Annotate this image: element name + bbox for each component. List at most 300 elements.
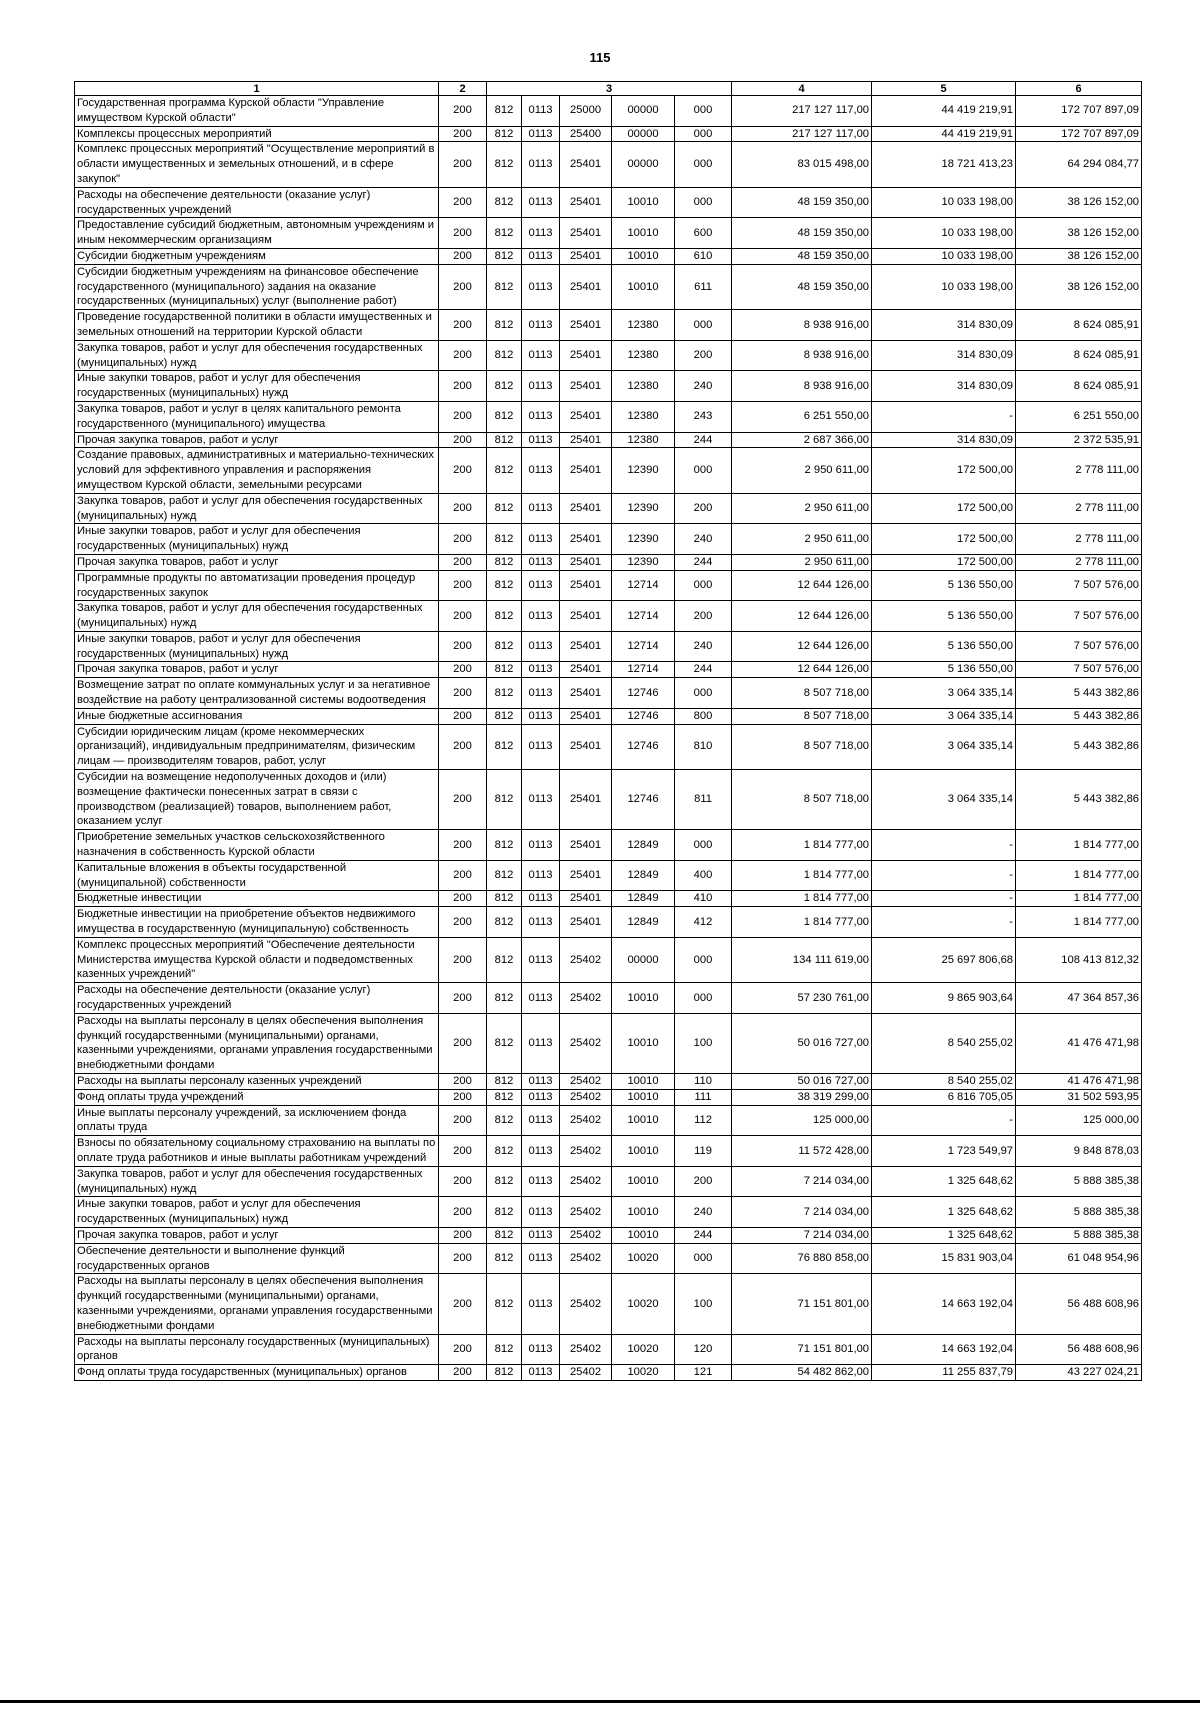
expense-type-cell: 244 [675,1227,732,1243]
row-name-cell: Иные закупки товаров, работ и услуг для обеспечения государственных (муниципальных) нужд [75,631,439,662]
glava-code-cell: 200 [439,891,487,907]
approved-amount-cell: 2 950 611,00 [732,493,872,524]
program-code-cell: 25402 [560,1136,612,1167]
table-row [75,570,1142,601]
glava-code-cell: 200 [439,570,487,601]
remaining-amount-cell: 7 507 576,00 [1016,662,1142,678]
approved-amount-cell: 1 814 777,00 [732,860,872,891]
expense-type-cell: 119 [675,1136,732,1167]
approved-amount-cell: 2 687 366,00 [732,432,872,448]
direction-code-cell: 10010 [612,218,675,249]
direction-code-cell: 12714 [612,662,675,678]
direction-code-cell: 12849 [612,830,675,861]
ministry-code-cell: 812 [487,907,522,938]
row-name-cell: Субсидии бюджетным учреждениям на финансовое обеспечение государственного (муниципального) задания на оказание государственных (муниципальных) услуг (выполнение работ) [75,264,439,309]
approved-amount-cell: 7 214 034,00 [732,1197,872,1228]
approved-amount-cell: 48 159 350,00 [732,264,872,309]
scan-bottom-edge [0,1700,1200,1703]
row-name-cell: Закупка товаров, работ и услуг для обеспечения государственных (муниципальных) нужд [75,340,439,371]
executed-amount-cell: 314 830,09 [872,432,1016,448]
remaining-amount-cell: 38 126 152,00 [1016,264,1142,309]
expense-type-cell: 244 [675,432,732,448]
ministry-code-cell: 812 [487,983,522,1014]
table-row [75,1089,1142,1105]
section-code-cell: 0113 [522,830,560,861]
ministry-code-cell: 812 [487,310,522,341]
direction-code-cell: 10020 [612,1274,675,1334]
direction-code-cell: 12380 [612,340,675,371]
section-code-cell: 0113 [522,1365,560,1381]
remaining-amount-cell: 2 778 111,00 [1016,448,1142,493]
row-name-cell: Прочая закупка товаров, работ и услуг [75,554,439,570]
row-name-cell: Субсидии бюджетным учреждениям [75,248,439,264]
expense-type-cell: 000 [675,187,732,218]
executed-amount-cell: 10 033 198,00 [872,248,1016,264]
glava-code-cell: 200 [439,493,487,524]
section-code-cell: 0113 [522,662,560,678]
column-header-1: 1 [75,82,439,96]
table-row [75,891,1142,907]
direction-code-cell: 12849 [612,860,675,891]
remaining-amount-cell: 8 624 085,91 [1016,340,1142,371]
glava-code-cell: 200 [439,724,487,769]
program-code-cell: 25401 [560,554,612,570]
table-row [75,187,1142,218]
approved-amount-cell: 48 159 350,00 [732,218,872,249]
program-code-cell: 25402 [560,937,612,982]
ministry-code-cell: 812 [487,1074,522,1090]
direction-code-cell: 12746 [612,770,675,830]
remaining-amount-cell: 1 814 777,00 [1016,907,1142,938]
approved-amount-cell: 38 319 299,00 [732,1089,872,1105]
program-code-cell: 25401 [560,770,612,830]
expense-type-cell: 243 [675,401,732,432]
table-row [75,248,1142,264]
remaining-amount-cell: 64 294 084,77 [1016,142,1142,187]
ministry-code-cell: 812 [487,830,522,861]
row-name-cell: Комплекс процессных мероприятий "Осуществление мероприятий в области имущественных и земельных отношений, и в сфере закупок" [75,142,439,187]
remaining-amount-cell: 172 707 897,09 [1016,126,1142,142]
approved-amount-cell: 8 938 916,00 [732,340,872,371]
expense-type-cell: 800 [675,708,732,724]
row-name-cell: Предоставление субсидий бюджетным, автономным учреждениям и иным некоммерческим организациям [75,218,439,249]
direction-code-cell: 10010 [612,187,675,218]
ministry-code-cell: 812 [487,401,522,432]
direction-code-cell: 10020 [612,1243,675,1274]
section-code-cell: 0113 [522,860,560,891]
expense-type-cell: 110 [675,1074,732,1090]
ministry-code-cell: 812 [487,371,522,402]
program-code-cell: 25402 [560,1074,612,1090]
row-name-cell: Капитальные вложения в объекты государственной (муниципальной) собственности [75,860,439,891]
row-name-cell: Расходы на выплаты персоналу в целях обеспечения выполнения функций государственными (муниципальными) органами, казенными учреждениями, органами управления государственными внебюджетными фондами [75,1274,439,1334]
glava-code-cell: 200 [439,830,487,861]
executed-amount-cell: 8 540 255,02 [872,1074,1016,1090]
section-code-cell: 0113 [522,1136,560,1167]
ministry-code-cell: 812 [487,937,522,982]
program-code-cell: 25401 [560,340,612,371]
executed-amount-cell: 14 663 192,04 [872,1274,1016,1334]
approved-amount-cell: 71 151 801,00 [732,1334,872,1365]
row-name-cell: Субсидии на возмещение недополученных доходов и (или) возмещение фактически понесенных затрат в связи с производством (реализацией) товаров, выполнением работ, оказанием услуг [75,770,439,830]
row-name-cell: Закупка товаров, работ и услуг для обеспечения государственных (муниципальных) нужд [75,493,439,524]
program-code-cell: 25401 [560,264,612,309]
program-code-cell: 25401 [560,678,612,709]
expense-type-cell: 000 [675,830,732,861]
row-name-cell: Бюджетные инвестиции на приобретение объектов недвижимого имущества в государственную (муниципальную) собственность [75,907,439,938]
approved-amount-cell: 8 938 916,00 [732,310,872,341]
row-name-cell: Иные выплаты персоналу учреждений, за исключением фонда оплаты труда [75,1105,439,1136]
remaining-amount-cell: 2 778 111,00 [1016,554,1142,570]
remaining-amount-cell: 7 507 576,00 [1016,601,1142,632]
approved-amount-cell: 1 814 777,00 [732,830,872,861]
row-name-cell: Прочая закупка товаров, работ и услуг [75,432,439,448]
executed-amount-cell: 3 064 335,14 [872,770,1016,830]
section-code-cell: 0113 [522,554,560,570]
direction-code-cell: 12746 [612,678,675,709]
program-code-cell: 25402 [560,1243,612,1274]
executed-amount-cell: 5 136 550,00 [872,662,1016,678]
executed-amount-cell: 1 325 648,62 [872,1227,1016,1243]
approved-amount-cell: 48 159 350,00 [732,187,872,218]
executed-amount-cell: 10 033 198,00 [872,264,1016,309]
column-header-2: 2 [439,82,487,96]
section-code-cell: 0113 [522,126,560,142]
glava-code-cell: 200 [439,1243,487,1274]
approved-amount-cell: 134 111 619,00 [732,937,872,982]
remaining-amount-cell: 8 624 085,91 [1016,371,1142,402]
section-code-cell: 0113 [522,187,560,218]
executed-amount-cell: 11 255 837,79 [872,1365,1016,1381]
approved-amount-cell: 125 000,00 [732,1105,872,1136]
program-code-cell: 25401 [560,631,612,662]
program-code-cell: 25401 [560,601,612,632]
program-code-cell: 25401 [560,907,612,938]
expense-type-cell: 412 [675,907,732,938]
ministry-code-cell: 812 [487,524,522,555]
expense-type-cell: 810 [675,724,732,769]
approved-amount-cell: 12 644 126,00 [732,570,872,601]
expense-type-cell: 111 [675,1089,732,1105]
direction-code-cell: 00000 [612,937,675,982]
executed-amount-cell: 44 419 219,91 [872,126,1016,142]
expense-type-cell: 200 [675,601,732,632]
glava-code-cell: 200 [439,401,487,432]
row-name-cell: Иные закупки товаров, работ и услуг для обеспечения государственных (муниципальных) нужд [75,524,439,555]
direction-code-cell: 10010 [612,264,675,309]
ministry-code-cell: 812 [487,554,522,570]
approved-amount-cell: 8 507 718,00 [732,724,872,769]
page-number: 115 [589,50,611,65]
section-code-cell: 0113 [522,1105,560,1136]
table-row [75,448,1142,493]
ministry-code-cell: 812 [487,1089,522,1105]
expense-type-cell: 000 [675,678,732,709]
table-row [75,601,1142,632]
direction-code-cell: 10010 [612,983,675,1014]
ministry-code-cell: 812 [487,860,522,891]
expense-type-cell: 240 [675,631,732,662]
program-code-cell: 25401 [560,248,612,264]
program-code-cell: 25402 [560,1227,612,1243]
row-name-cell: Расходы на обеспечение деятельности (оказание услуг) государственных учреждений [75,983,439,1014]
table-row [75,96,1142,127]
program-code-cell: 25401 [560,724,612,769]
executed-amount-cell: 5 136 550,00 [872,601,1016,632]
program-code-cell: 25401 [560,830,612,861]
remaining-amount-cell: 7 507 576,00 [1016,570,1142,601]
direction-code-cell: 12746 [612,724,675,769]
glava-code-cell: 200 [439,860,487,891]
approved-amount-cell: 11 572 428,00 [732,1136,872,1167]
remaining-amount-cell: 2 778 111,00 [1016,493,1142,524]
executed-amount-cell: 9 865 903,64 [872,983,1016,1014]
table-row [75,1334,1142,1365]
remaining-amount-cell: 43 227 024,21 [1016,1365,1142,1381]
ministry-code-cell: 812 [487,724,522,769]
glava-code-cell: 200 [439,678,487,709]
section-code-cell: 0113 [522,770,560,830]
ministry-code-cell: 812 [487,601,522,632]
remaining-amount-cell: 172 707 897,09 [1016,96,1142,127]
approved-amount-cell: 50 016 727,00 [732,1013,872,1073]
row-name-cell: Субсидии юридическим лицам (кроме некоммерческих организаций), индивидуальным предпринимателям, физическим лицам — производителям товаров, работ, услуг [75,724,439,769]
approved-amount-cell: 2 950 611,00 [732,448,872,493]
executed-amount-cell: 25 697 806,68 [872,937,1016,982]
expense-type-cell: 000 [675,448,732,493]
expense-type-cell: 120 [675,1334,732,1365]
executed-amount-cell: 314 830,09 [872,371,1016,402]
direction-code-cell: 12746 [612,708,675,724]
program-code-cell: 25402 [560,1089,612,1105]
remaining-amount-cell: 8 624 085,91 [1016,310,1142,341]
direction-code-cell: 10010 [612,1197,675,1228]
ministry-code-cell: 812 [487,187,522,218]
remaining-amount-cell: 1 814 777,00 [1016,830,1142,861]
executed-amount-cell: 10 033 198,00 [872,187,1016,218]
remaining-amount-cell: 125 000,00 [1016,1105,1142,1136]
remaining-amount-cell: 2 778 111,00 [1016,524,1142,555]
glava-code-cell: 200 [439,601,487,632]
table-row [75,631,1142,662]
row-name-cell: Комплексы процессных мероприятий [75,126,439,142]
program-code-cell: 25401 [560,493,612,524]
executed-amount-cell: 1 325 648,62 [872,1197,1016,1228]
row-name-cell: Иные закупки товаров, работ и услуг для обеспечения государственных (муниципальных) нужд [75,371,439,402]
section-code-cell: 0113 [522,1243,560,1274]
column-header-6: 6 [1016,82,1142,96]
ministry-code-cell: 812 [487,142,522,187]
glava-code-cell: 200 [439,448,487,493]
direction-code-cell: 00000 [612,126,675,142]
expense-type-cell: 000 [675,570,732,601]
remaining-amount-cell: 5 443 382,86 [1016,678,1142,709]
remaining-amount-cell: 1 814 777,00 [1016,891,1142,907]
program-code-cell: 25402 [560,1334,612,1365]
direction-code-cell: 12714 [612,631,675,662]
expense-type-cell: 000 [675,937,732,982]
column-number-row [75,82,1142,96]
table-row [75,554,1142,570]
expense-type-cell: 100 [675,1274,732,1334]
table-row [75,371,1142,402]
table-row [75,1365,1142,1381]
glava-code-cell: 200 [439,432,487,448]
glava-code-cell: 200 [439,126,487,142]
table-row [75,724,1142,769]
table-row [75,340,1142,371]
approved-amount-cell: 54 482 862,00 [732,1365,872,1381]
expense-type-cell: 240 [675,371,732,402]
program-code-cell: 25400 [560,126,612,142]
section-code-cell: 0113 [522,401,560,432]
table-row [75,983,1142,1014]
program-code-cell: 25000 [560,96,612,127]
expense-type-cell: 811 [675,770,732,830]
expense-type-cell: 000 [675,983,732,1014]
table-row [75,264,1142,309]
budget-table [74,81,1142,1381]
program-code-cell: 25402 [560,1365,612,1381]
direction-code-cell: 12380 [612,371,675,402]
section-code-cell: 0113 [522,340,560,371]
glava-code-cell: 200 [439,631,487,662]
section-code-cell: 0113 [522,631,560,662]
program-code-cell: 25402 [560,1274,612,1334]
approved-amount-cell: 12 644 126,00 [732,662,872,678]
row-name-cell: Возмещение затрат по оплате коммунальных услуг и за негативное воздействие на работу централизованной системы водоотведения [75,678,439,709]
approved-amount-cell: 12 644 126,00 [732,631,872,662]
ministry-code-cell: 812 [487,432,522,448]
direction-code-cell: 10010 [612,1013,675,1073]
approved-amount-cell: 8 507 718,00 [732,678,872,709]
column-header-3: 3 [487,82,732,96]
program-code-cell: 25401 [560,218,612,249]
column-header-4: 4 [732,82,872,96]
table-row [75,770,1142,830]
remaining-amount-cell: 5 443 382,86 [1016,724,1142,769]
program-code-cell: 25401 [560,524,612,555]
row-name-cell: Иные закупки товаров, работ и услуг для обеспечения государственных (муниципальных) нужд [75,1197,439,1228]
row-name-cell: Расходы на выплаты персоналу государственных (муниципальных) органов [75,1334,439,1365]
expense-type-cell: 240 [675,524,732,555]
glava-code-cell: 200 [439,1334,487,1365]
ministry-code-cell: 812 [487,1013,522,1073]
remaining-amount-cell: 2 372 535,91 [1016,432,1142,448]
ministry-code-cell: 812 [487,1365,522,1381]
executed-amount-cell: 314 830,09 [872,340,1016,371]
remaining-amount-cell: 5 888 385,38 [1016,1197,1142,1228]
table-row [75,860,1142,891]
executed-amount-cell: - [872,860,1016,891]
glava-code-cell: 200 [439,554,487,570]
ministry-code-cell: 812 [487,1274,522,1334]
approved-amount-cell: 7 214 034,00 [732,1227,872,1243]
approved-amount-cell: 50 016 727,00 [732,1074,872,1090]
executed-amount-cell: 172 500,00 [872,448,1016,493]
glava-code-cell: 200 [439,340,487,371]
glava-code-cell: 200 [439,1136,487,1167]
direction-code-cell: 00000 [612,142,675,187]
table-row [75,310,1142,341]
program-code-cell: 25401 [560,570,612,601]
row-name-cell: Закупка товаров, работ и услуг для обеспечения государственных (муниципальных) нужд [75,1166,439,1197]
expense-type-cell: 112 [675,1105,732,1136]
row-name-cell: Расходы на выплаты персоналу в целях обеспечения выполнения функций государственными (муниципальными) органами, казенными учреждениями, органами управления государственными внебюджетными фондами [75,1013,439,1073]
executed-amount-cell: - [872,401,1016,432]
row-name-cell: Закупка товаров, работ и услуг для обеспечения государственных (муниципальных) нужд [75,601,439,632]
direction-code-cell: 12390 [612,448,675,493]
glava-code-cell: 200 [439,1074,487,1090]
executed-amount-cell: 3 064 335,14 [872,708,1016,724]
approved-amount-cell: 2 950 611,00 [732,554,872,570]
program-code-cell: 25401 [560,891,612,907]
executed-amount-cell: 3 064 335,14 [872,678,1016,709]
executed-amount-cell: - [872,830,1016,861]
section-code-cell: 0113 [522,493,560,524]
ministry-code-cell: 812 [487,96,522,127]
table-row [75,1105,1142,1136]
executed-amount-cell: 172 500,00 [872,493,1016,524]
section-code-cell: 0113 [522,248,560,264]
expense-type-cell: 200 [675,340,732,371]
glava-code-cell: 200 [439,662,487,678]
row-name-cell: Государственная программа Курской области "Управление имуществом Курской области" [75,96,439,127]
table-row [75,662,1142,678]
program-code-cell: 25401 [560,401,612,432]
remaining-amount-cell: 38 126 152,00 [1016,187,1142,218]
ministry-code-cell: 812 [487,1334,522,1365]
expense-type-cell: 000 [675,126,732,142]
executed-amount-cell: - [872,907,1016,938]
table-row [75,1274,1142,1334]
section-code-cell: 0113 [522,708,560,724]
remaining-amount-cell: 5 443 382,86 [1016,708,1142,724]
row-name-cell: Расходы на выплаты персоналу казенных учреждений [75,1074,439,1090]
executed-amount-cell: 1 723 549,97 [872,1136,1016,1167]
ministry-code-cell: 812 [487,570,522,601]
section-code-cell: 0113 [522,432,560,448]
glava-code-cell: 200 [439,218,487,249]
direction-code-cell: 12849 [612,891,675,907]
glava-code-cell: 200 [439,1166,487,1197]
direction-code-cell: 10010 [612,1136,675,1167]
ministry-code-cell: 812 [487,1243,522,1274]
remaining-amount-cell: 5 443 382,86 [1016,770,1142,830]
remaining-amount-cell: 61 048 954,96 [1016,1243,1142,1274]
expense-type-cell: 000 [675,96,732,127]
program-code-cell: 25402 [560,1105,612,1136]
executed-amount-cell: 18 721 413,23 [872,142,1016,187]
section-code-cell: 0113 [522,601,560,632]
approved-amount-cell: 1 814 777,00 [732,891,872,907]
section-code-cell: 0113 [522,142,560,187]
approved-amount-cell: 7 214 034,00 [732,1166,872,1197]
section-code-cell: 0113 [522,1197,560,1228]
ministry-code-cell: 812 [487,493,522,524]
section-code-cell: 0113 [522,1166,560,1197]
table-row [75,1074,1142,1090]
ministry-code-cell: 812 [487,340,522,371]
row-name-cell: Прочая закупка товаров, работ и услуг [75,662,439,678]
direction-code-cell: 12380 [612,310,675,341]
section-code-cell: 0113 [522,983,560,1014]
executed-amount-cell: 1 325 648,62 [872,1166,1016,1197]
glava-code-cell: 200 [439,248,487,264]
glava-code-cell: 200 [439,1227,487,1243]
remaining-amount-cell: 56 488 608,96 [1016,1334,1142,1365]
expense-type-cell: 000 [675,142,732,187]
